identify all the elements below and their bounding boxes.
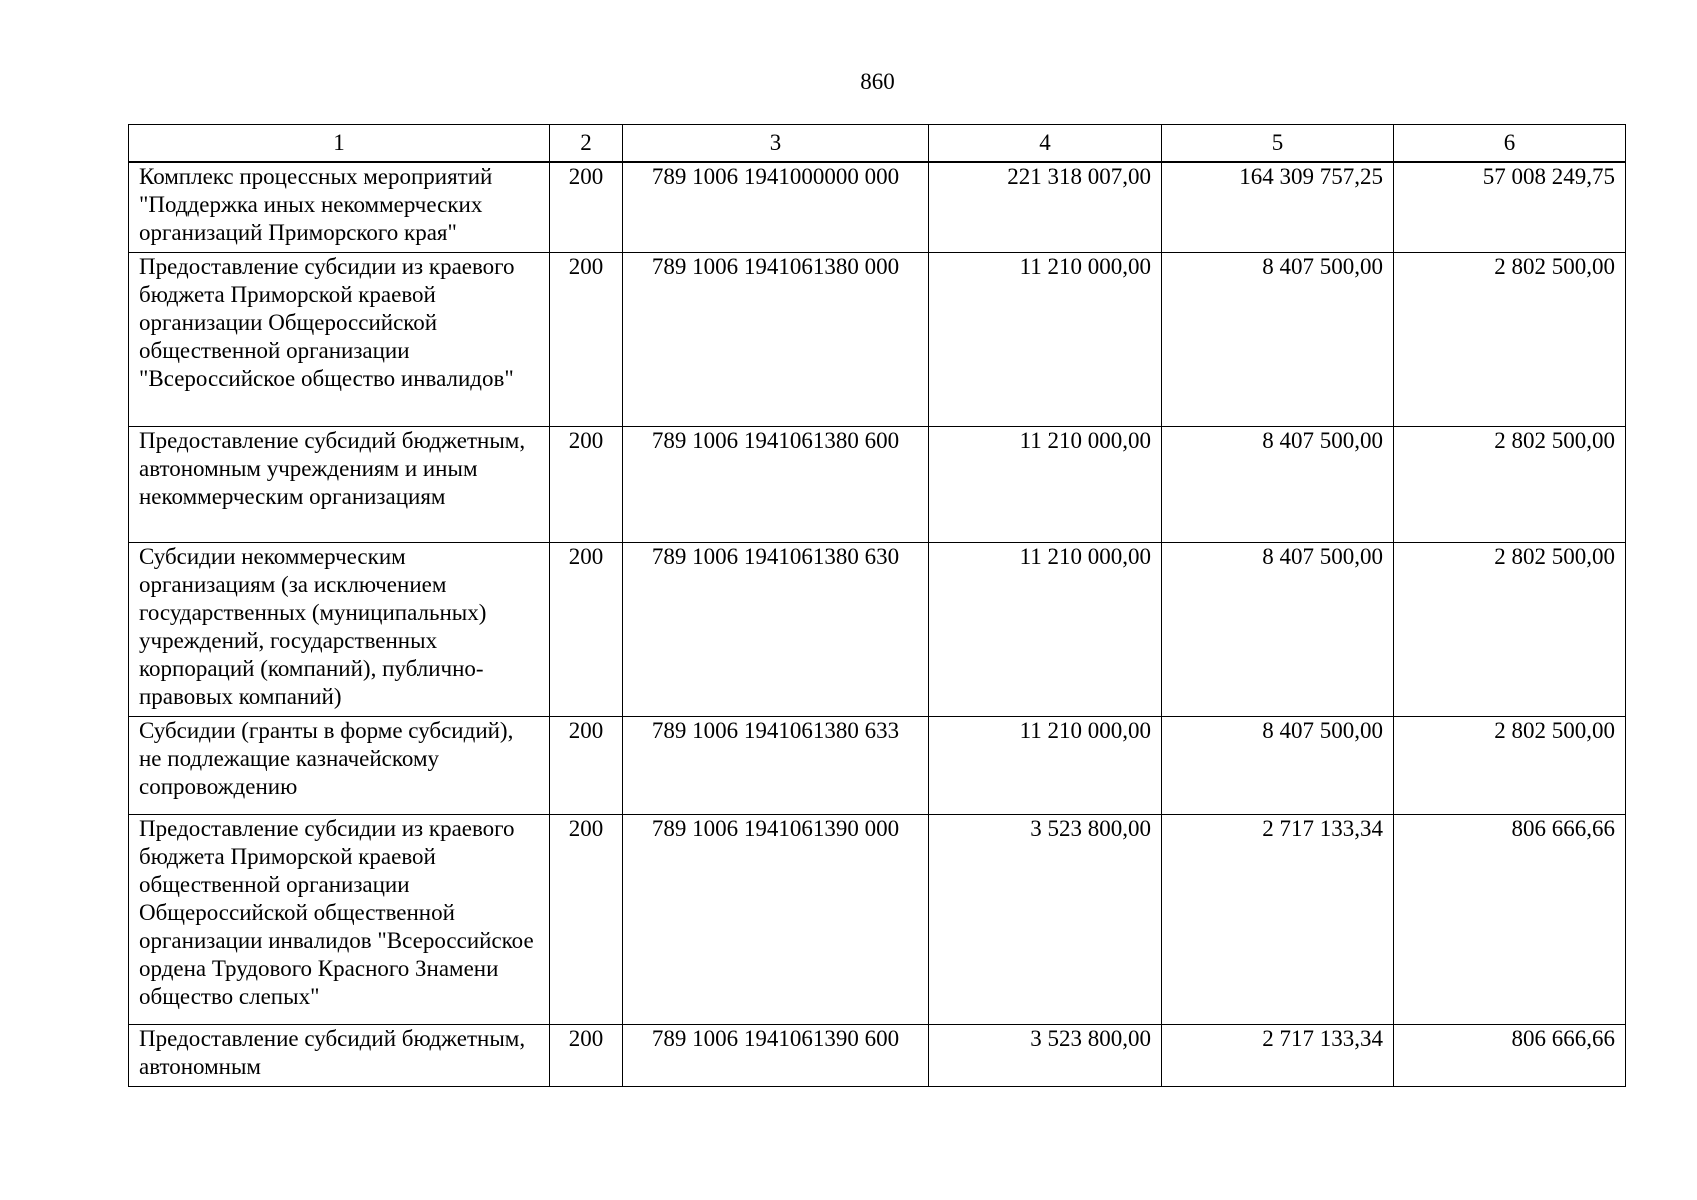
row-code: 789 1006 1941061390 000 (623, 814, 929, 1024)
row-code: 789 1006 1941000000 000 (623, 162, 929, 252)
table-row (129, 252, 1626, 426)
row-col5: 2 717 133,34 (1162, 814, 1394, 1024)
row-col5: 8 407 500,00 (1162, 426, 1394, 542)
page-number: 860 (860, 69, 895, 94)
row-name: Предоставление субсидии из краевого бюджета Приморской краевой общественной организации Общероссийской общественной организации инвалидов "Всероссийское ордена Трудового Красного Знамени общество слепых" (129, 814, 550, 1024)
table-row (129, 814, 1626, 1024)
row-col6: 2 802 500,00 (1394, 716, 1626, 814)
row-code: 789 1006 1941061380 600 (623, 426, 929, 542)
table-row (129, 716, 1626, 814)
row-name: Предоставление субсидий бюджетным, автономным учреждениям и иным некоммерческим организациям (129, 426, 550, 542)
row-name: Субсидии некоммерческим организациям (за исключением государственных (муниципальных) учреждений, государственных корпораций (компаний), публично-правовых компаний) (129, 542, 550, 716)
column-header-6: 6 (1394, 125, 1626, 163)
row-col4: 11 210 000,00 (929, 716, 1162, 814)
column-header-2: 2 (550, 125, 623, 163)
row-code: 789 1006 1941061380 000 (623, 252, 929, 426)
row-grbs: 200 (550, 542, 623, 716)
column-header-1: 1 (129, 125, 550, 163)
column-number-row (129, 125, 1626, 163)
budget-table (128, 124, 1626, 1087)
row-col5: 8 407 500,00 (1162, 542, 1394, 716)
row-grbs: 200 (550, 814, 623, 1024)
row-grbs: 200 (550, 1024, 623, 1086)
row-name: Предоставление субсидии из краевого бюджета Приморской краевой организации Общероссийской общественной организации "Всероссийское общество инвалидов" (129, 252, 550, 426)
row-col6: 806 666,66 (1394, 814, 1626, 1024)
row-col4: 11 210 000,00 (929, 426, 1162, 542)
row-grbs: 200 (550, 252, 623, 426)
row-col5: 8 407 500,00 (1162, 252, 1394, 426)
row-col6: 806 666,66 (1394, 1024, 1626, 1086)
row-col5: 8 407 500,00 (1162, 716, 1394, 814)
row-grbs: 200 (550, 162, 623, 252)
row-grbs: 200 (550, 716, 623, 814)
row-col4: 11 210 000,00 (929, 542, 1162, 716)
table-row (129, 426, 1626, 542)
row-code: 789 1006 1941061390 600 (623, 1024, 929, 1086)
row-name: Субсидии (гранты в форме субсидий), не подлежащие казначейскому сопровождению (129, 716, 550, 814)
table-row (129, 542, 1626, 716)
row-col6: 2 802 500,00 (1394, 252, 1626, 426)
row-code: 789 1006 1941061380 630 (623, 542, 929, 716)
row-name: Комплекс процессных мероприятий "Поддержка иных некоммерческих организаций Приморского края" (129, 162, 550, 252)
column-header-5: 5 (1162, 125, 1394, 163)
row-col5: 164 309 757,25 (1162, 162, 1394, 252)
row-col4: 221 318 007,00 (929, 162, 1162, 252)
row-name: Предоставление субсидий бюджетным, автономным (129, 1024, 550, 1086)
row-code: 789 1006 1941061380 633 (623, 716, 929, 814)
row-col6: 2 802 500,00 (1394, 542, 1626, 716)
table-row (129, 1024, 1626, 1086)
row-col4: 3 523 800,00 (929, 1024, 1162, 1086)
row-col6: 57 008 249,75 (1394, 162, 1626, 252)
row-col6: 2 802 500,00 (1394, 426, 1626, 542)
row-col4: 3 523 800,00 (929, 814, 1162, 1024)
row-col5: 2 717 133,34 (1162, 1024, 1394, 1086)
row-grbs: 200 (550, 426, 623, 542)
column-header-4: 4 (929, 125, 1162, 163)
column-header-3: 3 (623, 125, 929, 163)
row-col4: 11 210 000,00 (929, 252, 1162, 426)
table-row (129, 162, 1626, 252)
